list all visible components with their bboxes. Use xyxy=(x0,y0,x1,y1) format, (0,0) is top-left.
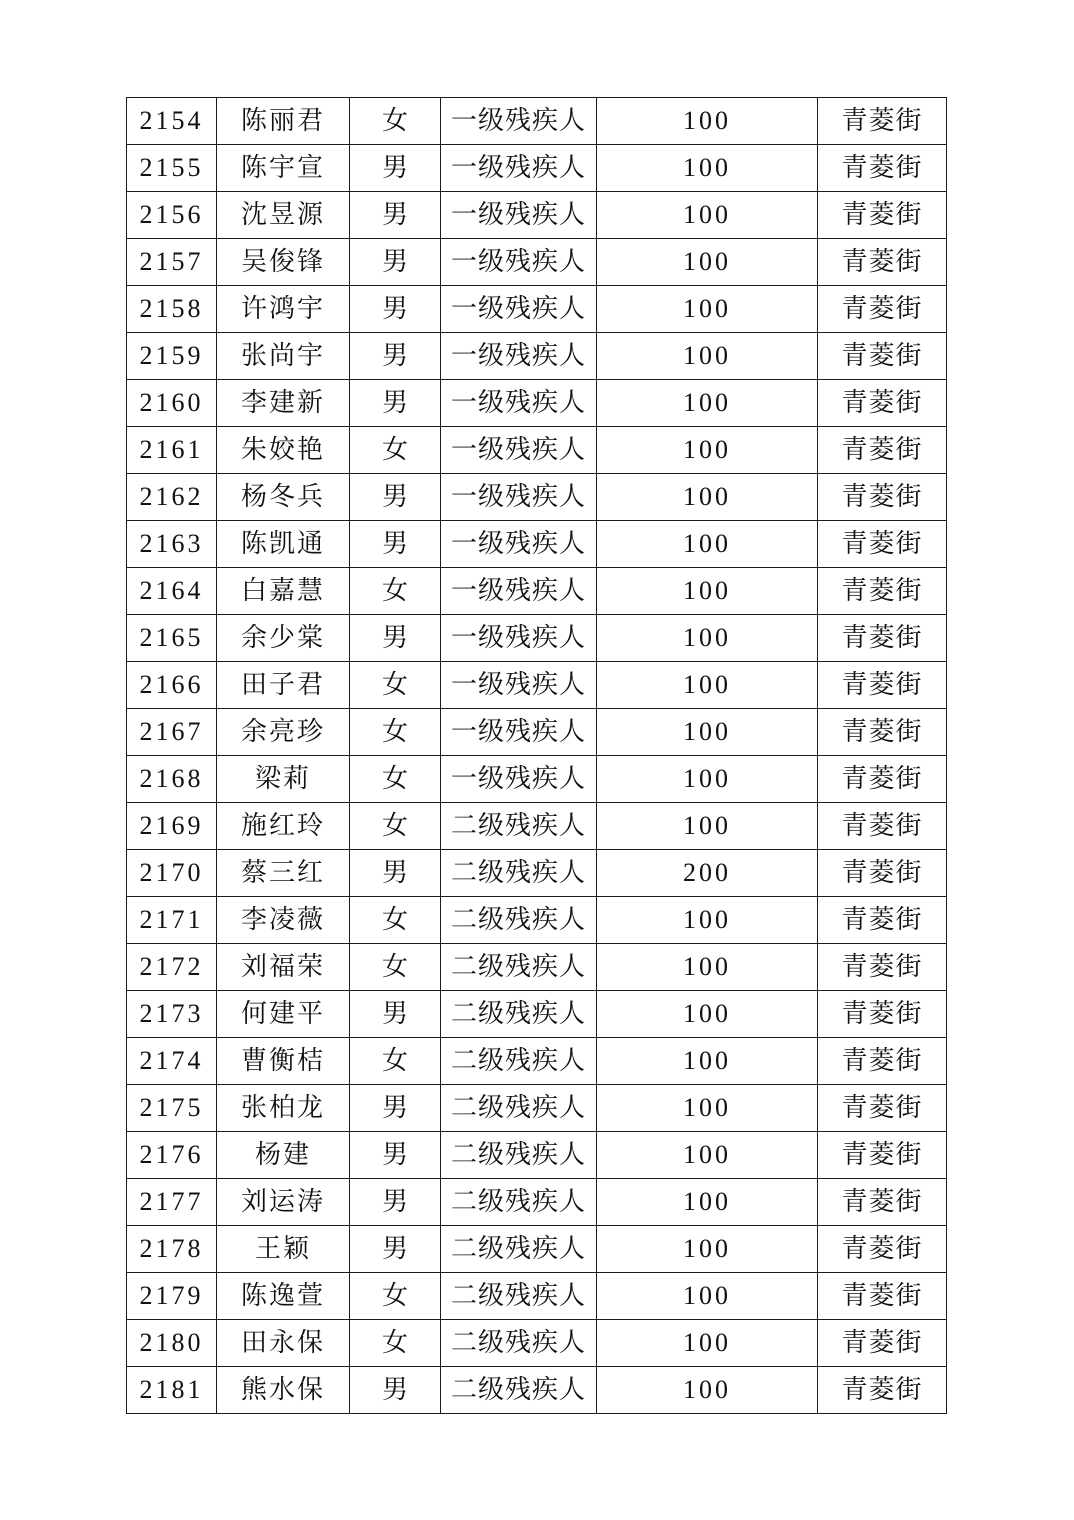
name-cell: 陈逸萱 xyxy=(217,1273,350,1320)
table-row xyxy=(127,98,947,145)
name-cell: 陈丽君 xyxy=(217,98,350,145)
amount-cell: 100 xyxy=(597,991,818,1038)
serial-number-cell: 2158 xyxy=(127,286,217,333)
disability-level-cell: 二级残疾人 xyxy=(441,1226,597,1273)
name-cell: 余少棠 xyxy=(217,615,350,662)
name-cell: 何建平 xyxy=(217,991,350,1038)
serial-number-cell: 2167 xyxy=(127,709,217,756)
amount-cell: 100 xyxy=(597,192,818,239)
disability-level-cell: 一级残疾人 xyxy=(441,521,597,568)
disability-level-cell: 一级残疾人 xyxy=(441,709,597,756)
disability-level-cell: 一级残疾人 xyxy=(441,662,597,709)
table-row xyxy=(127,944,947,991)
table-row xyxy=(127,756,947,803)
street-cell: 青菱街 xyxy=(818,1320,947,1367)
gender-cell: 女 xyxy=(350,803,441,850)
disability-level-cell: 二级残疾人 xyxy=(441,944,597,991)
disability-level-cell: 二级残疾人 xyxy=(441,897,597,944)
amount-cell: 100 xyxy=(597,1132,818,1179)
name-cell: 李建新 xyxy=(217,380,350,427)
street-cell: 青菱街 xyxy=(818,662,947,709)
table-row xyxy=(127,1179,947,1226)
table-row xyxy=(127,850,947,897)
gender-cell: 女 xyxy=(350,1320,441,1367)
amount-cell: 100 xyxy=(597,380,818,427)
serial-number-cell: 2172 xyxy=(127,944,217,991)
disability-level-cell: 二级残疾人 xyxy=(441,1273,597,1320)
street-cell: 青菱街 xyxy=(818,521,947,568)
disability-level-cell: 一级残疾人 xyxy=(441,568,597,615)
gender-cell: 男 xyxy=(350,1132,441,1179)
amount-cell: 100 xyxy=(597,1179,818,1226)
disability-level-cell: 一级残疾人 xyxy=(441,380,597,427)
table-row xyxy=(127,239,947,286)
table-row xyxy=(127,709,947,756)
table-row xyxy=(127,145,947,192)
serial-number-cell: 2180 xyxy=(127,1320,217,1367)
serial-number-cell: 2156 xyxy=(127,192,217,239)
serial-number-cell: 2169 xyxy=(127,803,217,850)
street-cell: 青菱街 xyxy=(818,1273,947,1320)
table-row xyxy=(127,1367,947,1414)
gender-cell: 男 xyxy=(350,1085,441,1132)
name-cell: 田子君 xyxy=(217,662,350,709)
serial-number-cell: 2157 xyxy=(127,239,217,286)
name-cell: 梁莉 xyxy=(217,756,350,803)
street-cell: 青菱街 xyxy=(818,709,947,756)
serial-number-cell: 2155 xyxy=(127,145,217,192)
name-cell: 施红玲 xyxy=(217,803,350,850)
gender-cell: 女 xyxy=(350,897,441,944)
amount-cell: 200 xyxy=(597,850,818,897)
table-row xyxy=(127,615,947,662)
amount-cell: 100 xyxy=(597,1367,818,1414)
amount-cell: 100 xyxy=(597,944,818,991)
disability-level-cell: 二级残疾人 xyxy=(441,850,597,897)
serial-number-cell: 2159 xyxy=(127,333,217,380)
gender-cell: 女 xyxy=(350,1038,441,1085)
gender-cell: 女 xyxy=(350,427,441,474)
amount-cell: 100 xyxy=(597,803,818,850)
table-row xyxy=(127,1320,947,1367)
disability-level-cell: 二级残疾人 xyxy=(441,1367,597,1414)
table-row xyxy=(127,568,947,615)
street-cell: 青菱街 xyxy=(818,850,947,897)
name-cell: 熊水保 xyxy=(217,1367,350,1414)
amount-cell: 100 xyxy=(597,286,818,333)
street-cell: 青菱街 xyxy=(818,1179,947,1226)
name-cell: 田永保 xyxy=(217,1320,350,1367)
amount-cell: 100 xyxy=(597,1273,818,1320)
disability-level-cell: 二级残疾人 xyxy=(441,1132,597,1179)
gender-cell: 女 xyxy=(350,98,441,145)
amount-cell: 100 xyxy=(597,662,818,709)
gender-cell: 男 xyxy=(350,1226,441,1273)
gender-cell: 女 xyxy=(350,756,441,803)
amount-cell: 100 xyxy=(597,521,818,568)
name-cell: 白嘉慧 xyxy=(217,568,350,615)
disability-level-cell: 二级残疾人 xyxy=(441,1038,597,1085)
street-cell: 青菱街 xyxy=(818,615,947,662)
amount-cell: 100 xyxy=(597,615,818,662)
name-cell: 张柏龙 xyxy=(217,1085,350,1132)
name-cell: 陈凯通 xyxy=(217,521,350,568)
disability-level-cell: 一级残疾人 xyxy=(441,98,597,145)
roster-table xyxy=(126,97,947,1414)
disability-level-cell: 二级残疾人 xyxy=(441,803,597,850)
table-row xyxy=(127,333,947,380)
amount-cell: 100 xyxy=(597,98,818,145)
table-row xyxy=(127,1226,947,1273)
serial-number-cell: 2181 xyxy=(127,1367,217,1414)
gender-cell: 男 xyxy=(350,145,441,192)
serial-number-cell: 2162 xyxy=(127,474,217,521)
name-cell: 张尚宇 xyxy=(217,333,350,380)
serial-number-cell: 2168 xyxy=(127,756,217,803)
table-row xyxy=(127,427,947,474)
gender-cell: 男 xyxy=(350,286,441,333)
street-cell: 青菱街 xyxy=(818,1226,947,1273)
name-cell: 刘运涛 xyxy=(217,1179,350,1226)
street-cell: 青菱街 xyxy=(818,803,947,850)
name-cell: 吴俊锋 xyxy=(217,239,350,286)
gender-cell: 女 xyxy=(350,568,441,615)
gender-cell: 女 xyxy=(350,1273,441,1320)
serial-number-cell: 2178 xyxy=(127,1226,217,1273)
disability-level-cell: 一级残疾人 xyxy=(441,756,597,803)
disability-level-cell: 二级残疾人 xyxy=(441,1085,597,1132)
name-cell: 陈宇宣 xyxy=(217,145,350,192)
gender-cell: 男 xyxy=(350,1179,441,1226)
gender-cell: 男 xyxy=(350,380,441,427)
name-cell: 杨建 xyxy=(217,1132,350,1179)
serial-number-cell: 2177 xyxy=(127,1179,217,1226)
amount-cell: 100 xyxy=(597,756,818,803)
serial-number-cell: 2179 xyxy=(127,1273,217,1320)
gender-cell: 男 xyxy=(350,615,441,662)
name-cell: 朱姣艳 xyxy=(217,427,350,474)
serial-number-cell: 2160 xyxy=(127,380,217,427)
name-cell: 刘福荣 xyxy=(217,944,350,991)
serial-number-cell: 2176 xyxy=(127,1132,217,1179)
name-cell: 沈昱源 xyxy=(217,192,350,239)
table-row xyxy=(127,286,947,333)
disability-level-cell: 一级残疾人 xyxy=(441,239,597,286)
serial-number-cell: 2163 xyxy=(127,521,217,568)
serial-number-cell: 2161 xyxy=(127,427,217,474)
gender-cell: 女 xyxy=(350,662,441,709)
amount-cell: 100 xyxy=(597,1226,818,1273)
disability-level-cell: 一级残疾人 xyxy=(441,145,597,192)
name-cell: 余亮珍 xyxy=(217,709,350,756)
name-cell: 许鸿宇 xyxy=(217,286,350,333)
amount-cell: 100 xyxy=(597,1085,818,1132)
street-cell: 青菱街 xyxy=(818,1038,947,1085)
street-cell: 青菱街 xyxy=(818,427,947,474)
street-cell: 青菱街 xyxy=(818,1085,947,1132)
street-cell: 青菱街 xyxy=(818,756,947,803)
street-cell: 青菱街 xyxy=(818,1132,947,1179)
amount-cell: 100 xyxy=(597,568,818,615)
table-row xyxy=(127,380,947,427)
street-cell: 青菱街 xyxy=(818,380,947,427)
serial-number-cell: 2166 xyxy=(127,662,217,709)
disability-level-cell: 一级残疾人 xyxy=(441,474,597,521)
disability-level-cell: 二级残疾人 xyxy=(441,1179,597,1226)
gender-cell: 女 xyxy=(350,709,441,756)
amount-cell: 100 xyxy=(597,1038,818,1085)
serial-number-cell: 2154 xyxy=(127,98,217,145)
table-row xyxy=(127,192,947,239)
serial-number-cell: 2173 xyxy=(127,991,217,1038)
serial-number-cell: 2174 xyxy=(127,1038,217,1085)
street-cell: 青菱街 xyxy=(818,145,947,192)
street-cell: 青菱街 xyxy=(818,568,947,615)
amount-cell: 100 xyxy=(597,1320,818,1367)
amount-cell: 100 xyxy=(597,897,818,944)
table-row xyxy=(127,1085,947,1132)
disability-level-cell: 二级残疾人 xyxy=(441,991,597,1038)
name-cell: 曹衡桔 xyxy=(217,1038,350,1085)
amount-cell: 100 xyxy=(597,333,818,380)
disability-level-cell: 一级残疾人 xyxy=(441,286,597,333)
gender-cell: 男 xyxy=(350,192,441,239)
table-row xyxy=(127,521,947,568)
gender-cell: 女 xyxy=(350,944,441,991)
table-row xyxy=(127,1132,947,1179)
table-row xyxy=(127,662,947,709)
table-row xyxy=(127,474,947,521)
name-cell: 杨冬兵 xyxy=(217,474,350,521)
street-cell: 青菱街 xyxy=(818,98,947,145)
serial-number-cell: 2175 xyxy=(127,1085,217,1132)
table-row xyxy=(127,991,947,1038)
name-cell: 蔡三红 xyxy=(217,850,350,897)
amount-cell: 100 xyxy=(597,145,818,192)
name-cell: 李凌薇 xyxy=(217,897,350,944)
gender-cell: 男 xyxy=(350,1367,441,1414)
serial-number-cell: 2170 xyxy=(127,850,217,897)
street-cell: 青菱街 xyxy=(818,944,947,991)
disability-level-cell: 一级残疾人 xyxy=(441,615,597,662)
name-cell: 王颖 xyxy=(217,1226,350,1273)
amount-cell: 100 xyxy=(597,709,818,756)
gender-cell: 男 xyxy=(350,474,441,521)
table-row xyxy=(127,803,947,850)
amount-cell: 100 xyxy=(597,239,818,286)
street-cell: 青菱街 xyxy=(818,897,947,944)
table-row xyxy=(127,897,947,944)
roster-table-body xyxy=(127,98,947,1414)
table-row xyxy=(127,1038,947,1085)
gender-cell: 男 xyxy=(350,850,441,897)
amount-cell: 100 xyxy=(597,474,818,521)
table-row xyxy=(127,1273,947,1320)
serial-number-cell: 2171 xyxy=(127,897,217,944)
street-cell: 青菱街 xyxy=(818,239,947,286)
disability-level-cell: 一级残疾人 xyxy=(441,427,597,474)
street-cell: 青菱街 xyxy=(818,1367,947,1414)
street-cell: 青菱街 xyxy=(818,333,947,380)
disability-level-cell: 二级残疾人 xyxy=(441,1320,597,1367)
serial-number-cell: 2164 xyxy=(127,568,217,615)
disability-level-cell: 一级残疾人 xyxy=(441,333,597,380)
serial-number-cell: 2165 xyxy=(127,615,217,662)
amount-cell: 100 xyxy=(597,427,818,474)
disability-level-cell: 一级残疾人 xyxy=(441,192,597,239)
street-cell: 青菱街 xyxy=(818,991,947,1038)
gender-cell: 男 xyxy=(350,333,441,380)
street-cell: 青菱街 xyxy=(818,474,947,521)
gender-cell: 男 xyxy=(350,521,441,568)
gender-cell: 男 xyxy=(350,239,441,286)
gender-cell: 男 xyxy=(350,991,441,1038)
street-cell: 青菱街 xyxy=(818,286,947,333)
street-cell: 青菱街 xyxy=(818,192,947,239)
